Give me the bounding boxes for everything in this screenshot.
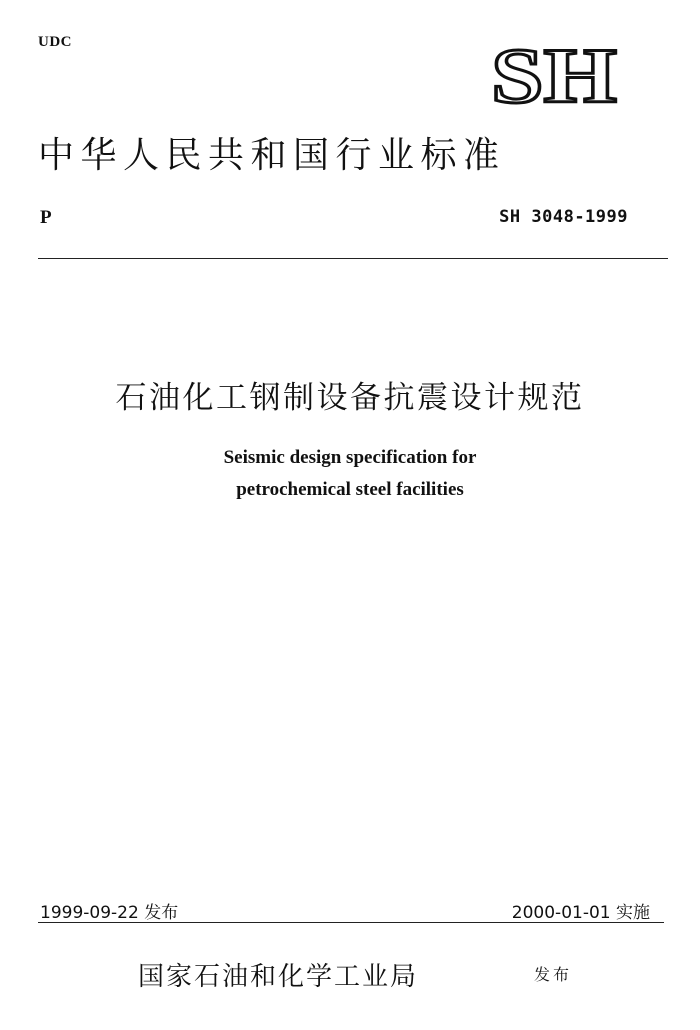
classification-code: P	[40, 207, 52, 228]
industry-standard-title: 中华人民共和国行业标准	[38, 135, 506, 176]
implementation-date: 2000-01-01 实施	[511, 903, 650, 923]
footer-divider	[38, 922, 664, 923]
logo-text: SH	[491, 40, 617, 110]
udc-label: UDC	[38, 34, 72, 50]
issuer-name: 国家石油和化学工业局	[138, 962, 419, 992]
issuer-action: 发布	[534, 965, 573, 984]
document-title-chinese: 石油化工钢制设备抗震设计规范	[115, 380, 585, 416]
issue-date: 1999-09-22 发布	[40, 903, 179, 923]
english-title-line-1: Seismic design specification for	[223, 447, 477, 468]
header-divider	[38, 258, 668, 259]
standard-number: SH 3048-1999	[499, 207, 628, 227]
sh-logo	[488, 40, 620, 110]
document-title-english	[0, 442, 700, 506]
english-title-line-2: petrochemical steel facilities	[236, 479, 464, 500]
